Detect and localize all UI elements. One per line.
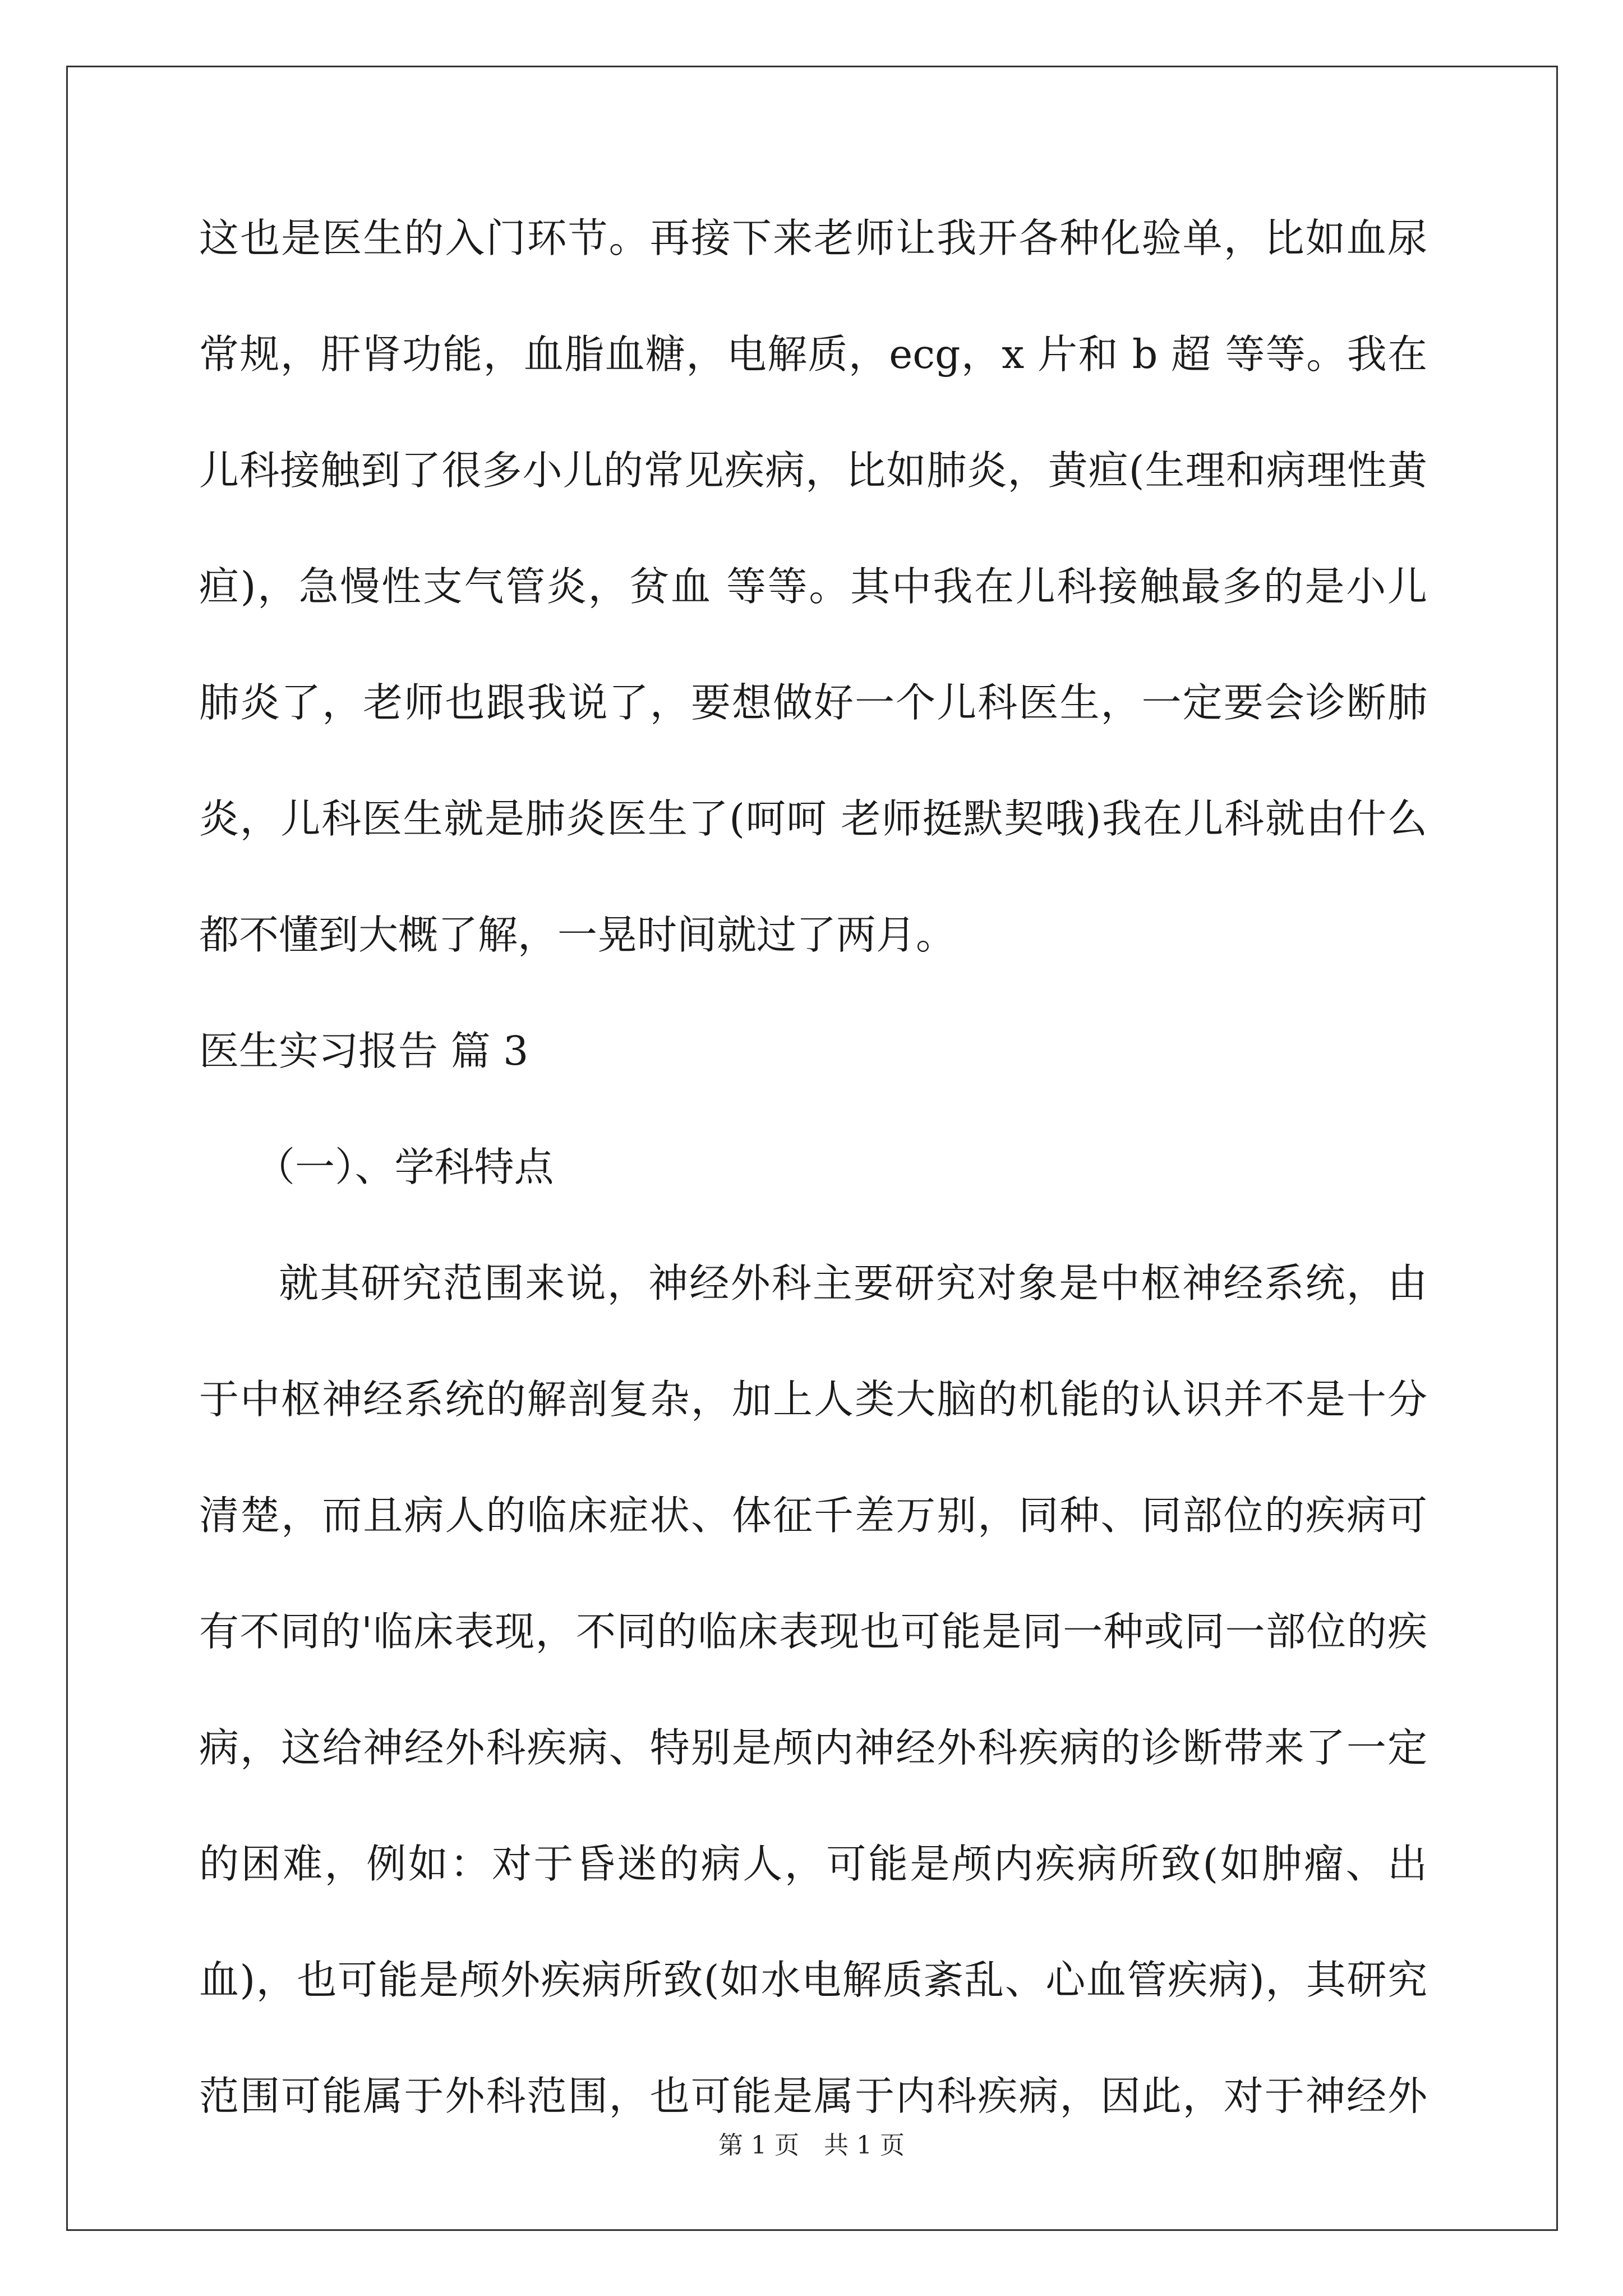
text-line-5: 肺炎了，老师也跟我说了，要想做好一个儿科医生，一定要会诊断肺 (199, 679, 1427, 726)
paragraph-line-4: 有不同的'临床表现，不同的临床表现也可能是同一种或同一部位的疾 (199, 1608, 1427, 1655)
paragraph-line-3: 清楚，而且病人的临床症状、体征千差万别，同种、同部位的疾病可 (199, 1492, 1427, 1539)
section-heading: 医生实习报告 篇 3 (199, 1028, 529, 1074)
subsection-heading: （一）、学科特点 (255, 1144, 554, 1190)
paragraph-line-1: 就其研究范围来说，神经外科主要研究对象是中枢神经系统，由 (279, 1260, 1427, 1306)
paragraph-line-5: 病，这给神经外科疾病、特别是颅内神经外科疾病的诊断带来了一定 (199, 1724, 1427, 1771)
paragraph-line-7: 血)，也可能是颅外疾病所致(如水电解质紊乱、心血管疾病)，其研究 (199, 1957, 1427, 2003)
text-line-1: 这也是医生的入门环节。再接下来老师让我开各种化验单，比如血尿 (199, 215, 1427, 261)
paragraph-line-6: 的困难，例如：对于昏迷的病人，可能是颅内疾病所致(如肿瘤、出 (199, 1841, 1427, 1887)
text-line-3: 儿科接触到了很多小儿的常见疾病，比如肺炎，黄疸(生理和病理性黄 (199, 447, 1427, 494)
text-line-7: 都不懂到大概了解，一晃时间就过了两月。 (199, 912, 956, 958)
text-line-4: 疸)，急慢性支气管炎，贫血 等等。其中我在儿科接触最多的是小儿 (199, 563, 1427, 610)
text-line-2: 常规，肝肾功能，血脂血糖，电解质，ecg，x 片和 b 超 等等。我在 (199, 331, 1427, 378)
document-body (199, 202, 1427, 2176)
paragraph-line-2: 于中枢神经系统的解剖复杂，加上人类大脑的机能的认识并不是十分 (199, 1376, 1427, 1423)
text-line-6: 炎，儿科医生就是肺炎医生了(呵呵 老师挺默契哦)我在儿科就由什么 (199, 795, 1427, 842)
paragraph-line-8: 范围可能属于外科范围，也可能是属于内科疾病，因此，对于神经外 (199, 2073, 1427, 2119)
page-footer: 第 1 页 共 1 页 (718, 2131, 905, 2160)
